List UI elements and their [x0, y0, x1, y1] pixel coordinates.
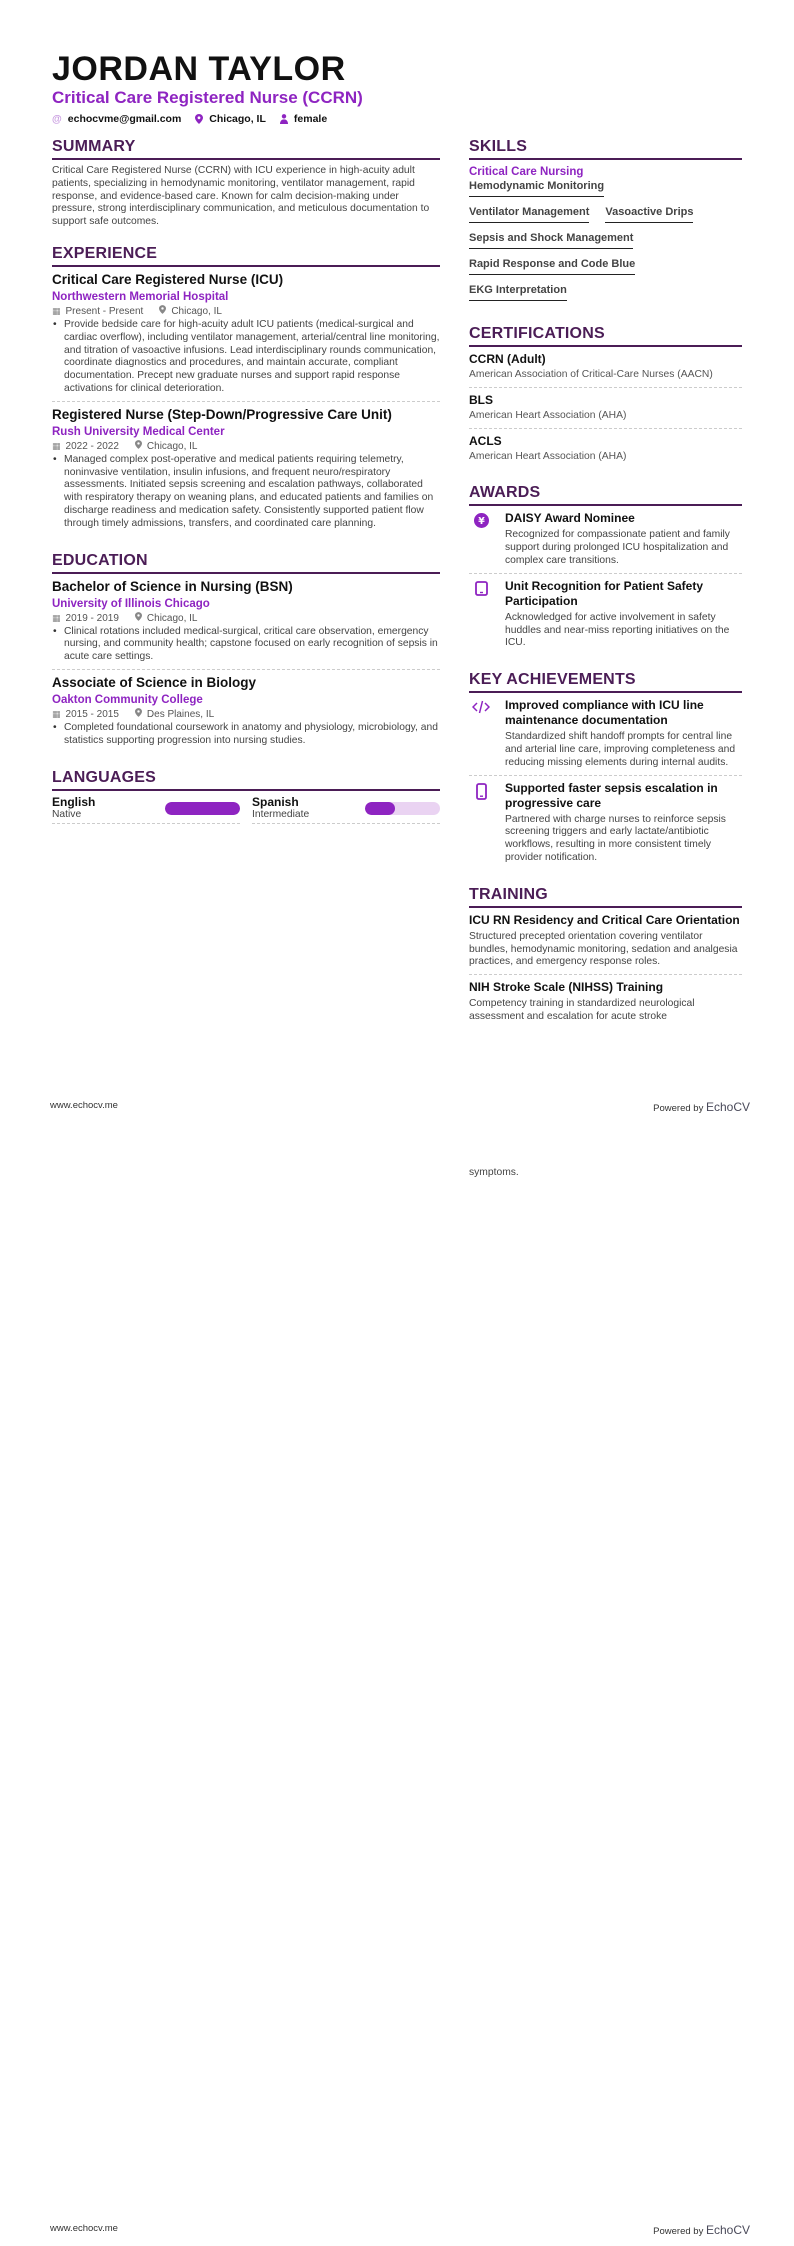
award-item — [469, 579, 742, 655]
language-name: Spanish — [252, 794, 299, 809]
date-range: 2022 - 2022 — [65, 440, 119, 452]
left-column — [52, 138, 440, 840]
right-column — [469, 138, 742, 1045]
location: Chicago, IL — [171, 305, 222, 317]
page-footer — [50, 1100, 750, 1114]
award-description: Recognized for compassionate patient and family support during prolonged ICU hospitalization and complex care transitions. — [505, 529, 730, 566]
achievement-description: Standardized shift handoff prompts for central line and arterial line care, improving completeness and reducing missing elements during internal audits. — [505, 731, 736, 768]
entry-meta — [52, 612, 440, 625]
date-range: Present - Present — [65, 305, 144, 317]
map-pin-icon — [159, 305, 166, 318]
calendar-icon: ▦ — [52, 440, 61, 451]
skill-tag: Hemodynamic Monitoring — [469, 179, 604, 197]
bullet-list — [52, 454, 440, 531]
award-title: DAISY Award Nominee — [505, 511, 635, 526]
contact-location — [195, 113, 266, 125]
language-level: Native — [52, 808, 82, 820]
job-title: Registered Nurse (Step-Down/Progressive Care Unit) — [52, 406, 392, 422]
entry-meta — [52, 305, 440, 318]
candidate-title: Critical Care Registered Nurse (CCRN) — [52, 88, 363, 107]
skill-tag: Sepsis and Shock Management — [469, 231, 633, 249]
education-section — [52, 552, 440, 753]
certification-item — [469, 434, 742, 469]
section-heading: TRAINING — [469, 886, 742, 908]
calendar-icon: ▦ — [52, 305, 61, 316]
degree: Associate of Science in Biology — [52, 674, 257, 690]
email-text: echocvme@gmail.com — [67, 113, 182, 125]
institution: University of Illinois Chicago — [52, 597, 210, 610]
language-level: Intermediate — [252, 808, 310, 820]
training-description: Competency training in standardized neurological assessment and escalation for acute stroke — [469, 998, 695, 1022]
map-pin-icon — [135, 440, 142, 453]
achievement-title: Improved compliance with ICU line maintenance documentation — [505, 698, 704, 728]
section-heading: LANGUAGES — [52, 769, 440, 791]
brand-name: EchoCV — [705, 2223, 750, 2237]
calendar-icon: ▦ — [52, 708, 61, 719]
gender-text: female — [293, 113, 328, 125]
training-title: NIH Stroke Scale (NIHSS) Training — [469, 980, 664, 995]
location-text: Chicago, IL — [209, 113, 266, 125]
skill-tag: Vasoactive Drips — [605, 205, 693, 223]
certification-name: ACLS — [469, 433, 502, 448]
entry-meta — [52, 708, 440, 721]
location: Chicago, IL — [146, 612, 198, 624]
award-item — [469, 511, 742, 573]
contact-info — [52, 113, 752, 125]
bullet-item: • Completed foundational coursework in anatomy and physiology, microbiology, and statistics supporting progression into nursing studies. — [52, 722, 440, 748]
training-overflow-text: symptoms. — [469, 1167, 519, 1178]
bullet-list — [52, 319, 440, 396]
page-footer — [50, 2223, 750, 2237]
degree: Bachelor of Science in Nursing (BSN) — [52, 578, 293, 594]
proficiency-bar — [165, 802, 240, 815]
languages-section — [52, 769, 440, 824]
entry-meta — [52, 440, 440, 453]
svg-text:¥: ¥ — [477, 516, 485, 528]
certifications-section — [469, 325, 742, 468]
job-title: Critical Care Registered Nurse (ICU) — [52, 271, 284, 287]
awards-section — [469, 484, 742, 655]
employer: Rush University Medical Center — [52, 425, 225, 438]
achievements-section — [469, 671, 742, 870]
contact-email[interactable] — [52, 113, 181, 125]
certification-name: CCRN (Adult) — [469, 352, 546, 366]
language-name: English — [52, 794, 96, 809]
location: Des Plaines, IL — [146, 708, 215, 720]
training-item — [469, 913, 742, 975]
institution: Oakton Community College — [52, 693, 203, 706]
proficiency-bar — [365, 802, 440, 815]
bullet-item: • Managed complex post-operative and medical patients requiring telemetry, noninvasive ventilation, insulin infusions, and frequent neuro/respiratory assessments. Initiated sepsis screening and escalation pathways, collaborated with respiratory therapy on weaning plans, and educated patients and families on discharge readiness and medication safety. Consistently supported patient flow through timely admissions, transfers, and coordinated care planning. — [52, 454, 440, 531]
summary-text: Critical Care Registered Nurse (CCRN) with ICU experience in high-acuity adult patients, specializing in hemodynamic monitoring, ventilator management, rapid response, and evidence-based care. Known for calm decision-making under pressure, strong interdisciplinary communication, and meticulous documentation to support safe outcomes. — [52, 165, 430, 228]
map-pin-icon — [135, 612, 142, 625]
achievement-item — [469, 781, 742, 870]
training-item — [469, 980, 742, 1029]
education-entry — [52, 579, 440, 670]
certification-issuer: American Heart Association (AHA) — [469, 409, 627, 421]
powered-by: Powered by EchoCV — [653, 1100, 750, 1114]
section-heading: SUMMARY — [52, 138, 440, 160]
training-section — [469, 886, 742, 1029]
skill-list — [469, 179, 742, 309]
summary-section — [52, 138, 440, 229]
experience-section — [52, 245, 440, 536]
map-pin-icon — [135, 708, 142, 721]
primary-skill: Critical Care Nursing — [469, 166, 584, 178]
section-heading: EXPERIENCE — [52, 245, 440, 267]
section-heading: CERTIFICATIONS — [469, 325, 742, 347]
person-icon — [280, 114, 288, 124]
certification-item — [469, 352, 742, 388]
resume-header — [52, 50, 752, 125]
website-link[interactable]: www.echocv.me — [50, 1100, 118, 1111]
skill-tag: Ventilator Management — [469, 205, 589, 223]
powered-by: Powered by EchoCV — [653, 2223, 750, 2237]
section-heading: KEY ACHIEVEMENTS — [469, 671, 742, 693]
certification-name: BLS — [469, 392, 493, 407]
section-heading: EDUCATION — [52, 552, 440, 574]
certification-issuer: American Association of Critical-Care Nurses (AACN) — [469, 369, 713, 380]
location: Chicago, IL — [146, 440, 198, 452]
resume-page-2 — [0, 1123, 794, 2246]
bullet-list — [52, 626, 440, 664]
bullet-item: • Provide bedside care for high-acuity adult ICU patients (medical-surgical and cardiac overflow), including ventilator management, arterial/central line monitoring, and titration of vasoactive infusions. Lead interdisciplinary rounds communication, coordinate diagnostics and procedures, and maintain accurate, compliant documentation. Precept new graduate nurses and support rapid response activations for clinical deterioration. — [52, 319, 440, 396]
date-range: 2015 - 2015 — [65, 708, 119, 720]
contact-gender — [280, 113, 327, 125]
brand-name: EchoCV — [705, 1100, 750, 1114]
candidate-name: JORDAN TAYLOR — [52, 50, 346, 88]
tablet-icon — [469, 579, 493, 650]
skill-tag: Rapid Response and Code Blue — [469, 257, 635, 275]
achievement-title: Supported faster sepsis escalation in progressive care — [505, 780, 718, 810]
language-list — [52, 796, 440, 824]
education-entry — [52, 675, 440, 753]
training-description: Structured precepted orientation covering ventilator bundles, hemodynamic monitoring, sedation and analgesia practices, and emergency response roles. — [469, 930, 738, 968]
certification-issuer: American Heart Association (AHA) — [469, 450, 627, 462]
training-title: ICU RN Residency and Critical Care Orientation — [469, 912, 740, 927]
at-sign-icon: @ — [52, 113, 62, 125]
calendar-icon: ▦ — [52, 612, 61, 623]
section-heading: AWARDS — [469, 484, 742, 506]
experience-entry — [52, 272, 440, 402]
skill-tag: EKG Interpretation — [469, 283, 567, 301]
mobile-phone-icon — [469, 781, 493, 865]
employer: Northwestern Memorial Hospital — [52, 290, 229, 303]
yen-coin-icon — [469, 511, 493, 567]
award-title: Unit Recognition for Patient Safety Participation — [505, 578, 704, 608]
section-heading: SKILLS — [469, 138, 742, 160]
bullet-list — [52, 722, 440, 748]
date-range: 2019 - 2019 — [65, 612, 119, 624]
language-item — [52, 796, 240, 824]
certification-item — [469, 393, 742, 429]
map-pin-icon — [195, 114, 203, 124]
code-icon — [469, 698, 493, 769]
language-item — [252, 796, 440, 824]
website-link[interactable]: www.echocv.me — [50, 2223, 118, 2234]
achievement-description: Partnered with charge nurses to reinforce sepsis screening triggers and early lactate/antibiotic workflows, resulting in more consistent timely provider notification. — [505, 813, 726, 863]
skills-section — [469, 138, 742, 309]
bullet-item: • Clinical rotations included medical-surgical, critical care observation, emergency nursing, and community health; capstone focused on early recognition of sepsis in acute care settings. — [52, 626, 440, 664]
achievement-item — [469, 698, 742, 775]
award-description: Acknowledged for active involvement in safety huddles and near-miss reporting initiatives on the ICU. — [505, 611, 730, 649]
experience-entry — [52, 407, 440, 536]
